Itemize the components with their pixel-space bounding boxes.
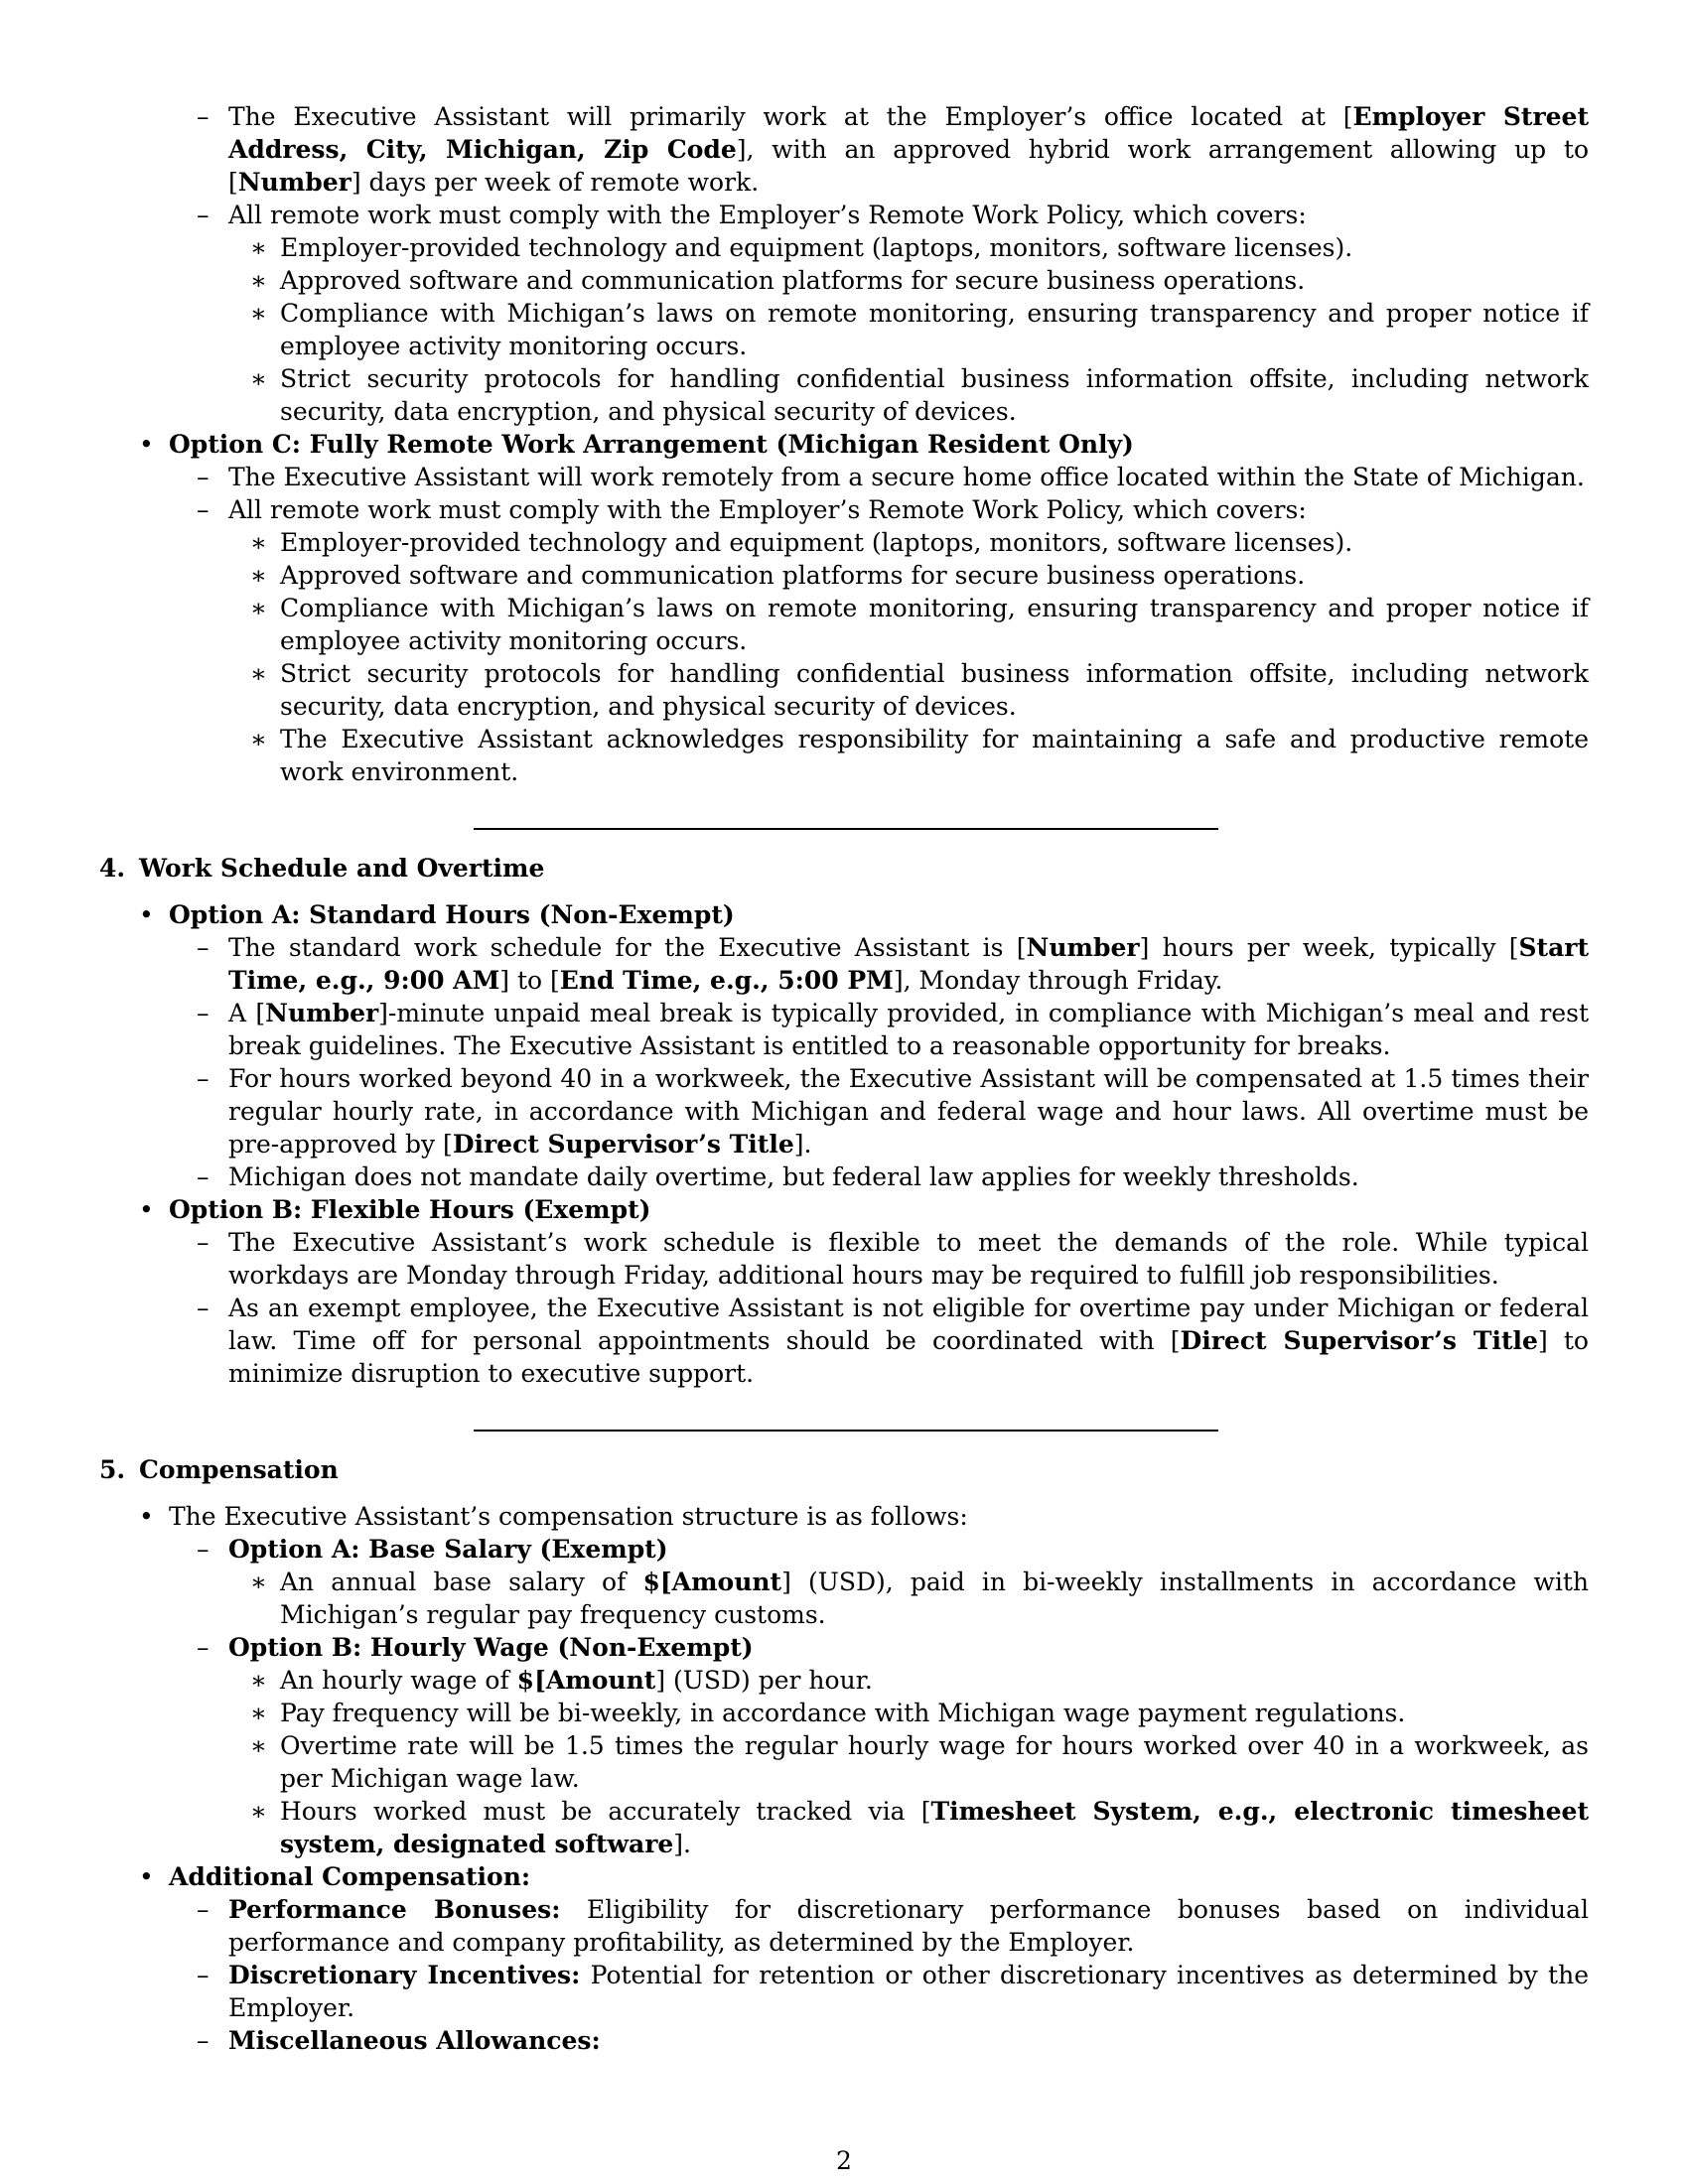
section-5-heading: 5. Compensation bbox=[99, 1455, 339, 1484]
bonus-item: – Performance Bonuses: Eligibility for discretionary performance bonuses based on individual performance and company profitability, as determined by the Employer. bbox=[228, 1893, 1589, 1959]
schedule-item: – A [Number]-minute unpaid meal break is typically provided, in compliance with Michigan’s meal and rest break guidelines. The Executive Assistant is entitled to a reasonable opportunity for breaks. bbox=[228, 997, 1589, 1062]
schedule-item: – For hours worked beyond 40 in a workweek, the Executive Assistant will be compensated at 1.5 times their regular hourly rate, in accordance with Michigan and federal wage and hour laws. All overtime must be pre-approved by [Direct Supervisor’s Title]. bbox=[228, 1062, 1589, 1160]
compensation-item: ∗ An annual base salary of $[Amount] (USD), paid in bi-weekly installments in accordance with Michigan’s regular pay frequency customs. bbox=[280, 1566, 1589, 1631]
compensation-item: ∗ An hourly wage of $[Amount] (USD) per hour. bbox=[280, 1664, 1589, 1697]
compensation-item: ∗ Overtime rate will be 1.5 times the regular hourly wage for hours worked over 40 in a workweek, as per Michigan wage law. bbox=[280, 1729, 1589, 1795]
policy-item: ∗ Employer-provided technology and equipment (laptops, monitors, software licenses). bbox=[280, 526, 1589, 559]
policy-item: ∗ Approved software and communication platforms for secure business operations. bbox=[280, 264, 1589, 297]
policy-item: ∗ Strict security protocols for handling confidential business information offsite, including network security, data encryption, and physical security of devices. bbox=[280, 362, 1589, 428]
compensation-intro: • The Executive Assistant’s compensation structure is as follows: bbox=[169, 1500, 1589, 1533]
compensation-item: ∗ Hours worked must be accurately tracked via [Timesheet System, e.g., electronic timesheet system, designated software]. bbox=[280, 1795, 1589, 1860]
schedule-item: – Michigan does not mandate daily overtime, but federal law applies for weekly thresholds. bbox=[228, 1160, 1589, 1193]
option-a-title: – Option A: Base Salary (Exempt) bbox=[228, 1533, 1589, 1566]
policy-item: ∗ The Executive Assistant acknowledges responsibility for maintaining a safe and productive remote work environment. bbox=[280, 723, 1589, 788]
schedule-item: – As an exempt employee, the Executive Assistant is not eligible for overtime pay under Michigan or federal law. Time off for personal appointments should be coordinated with [Direct Supervisor’s Title] to minimize disruption to executive support. bbox=[228, 1292, 1589, 1390]
schedule-item: – The standard work schedule for the Executive Assistant is [Number] hours per week, typically [Start Time, e.g., 9:00 AM] to [End Time, e.g., 5:00 PM], Monday through Friday. bbox=[228, 931, 1589, 997]
policy-item: ∗ Approved software and communication platforms for secure business operations. bbox=[280, 559, 1589, 592]
incentive-item: – Discretionary Incentives: Potential for retention or other discretionary incentives as determined by the Employer. bbox=[228, 1959, 1589, 2024]
option-b-title: • Option B: Flexible Hours (Exempt) bbox=[169, 1193, 1589, 1226]
policy-item: ∗ Employer-provided technology and equipment (laptops, monitors, software licenses). bbox=[280, 231, 1589, 264]
section-divider bbox=[474, 828, 1218, 830]
policy-item: ∗ Strict security protocols for handling confidential business information offsite, including network security, data encryption, and physical security of devices. bbox=[280, 657, 1589, 723]
hybrid-location-item: – The Executive Assistant will primarily work at the Employer’s office located at [Employer Street Address, City, Michigan, Zip Code], with an approved hybrid work arrangement allowing up to [Number] days per week of remote work. bbox=[228, 100, 1589, 199]
option-c-title: • Option C: Fully Remote Work Arrangement (Michigan Resident Only) bbox=[169, 428, 1589, 461]
page-number: 2 bbox=[836, 2146, 852, 2175]
policy-item: ∗ Compliance with Michigan’s laws on remote monitoring, ensuring transparency and proper notice if employee activity monitoring occurs. bbox=[280, 592, 1589, 657]
compensation-item: ∗ Pay frequency will be bi-weekly, in accordance with Michigan wage payment regulations. bbox=[280, 1697, 1589, 1729]
section-divider bbox=[474, 1430, 1218, 1432]
additional-compensation-title: • Additional Compensation: bbox=[169, 1860, 1589, 1893]
option-a-title: • Option A: Standard Hours (Non-Exempt) bbox=[169, 898, 1589, 931]
policy-item: ∗ Compliance with Michigan’s laws on remote monitoring, ensuring transparency and proper notice if employee activity monitoring occurs. bbox=[280, 297, 1589, 362]
allowance-item: – Miscellaneous Allowances: bbox=[228, 2024, 1589, 2057]
section-4-heading: 4. Work Schedule and Overtime bbox=[99, 854, 545, 883]
option-b-title: – Option B: Hourly Wage (Non-Exempt) bbox=[228, 1631, 1589, 1664]
option-c-item: – All remote work must comply with the Employer’s Remote Work Policy, which covers: bbox=[228, 493, 1589, 526]
option-c-item: – The Executive Assistant will work remotely from a secure home office located within the State of Michigan. bbox=[228, 461, 1589, 493]
hybrid-policy-item: – All remote work must comply with the Employer’s Remote Work Policy, which covers: bbox=[228, 199, 1589, 231]
schedule-item: – The Executive Assistant’s work schedule is flexible to meet the demands of the role. While typical workdays are Monday through Friday, additional hours may be required to fulfill job responsibilities. bbox=[228, 1226, 1589, 1292]
